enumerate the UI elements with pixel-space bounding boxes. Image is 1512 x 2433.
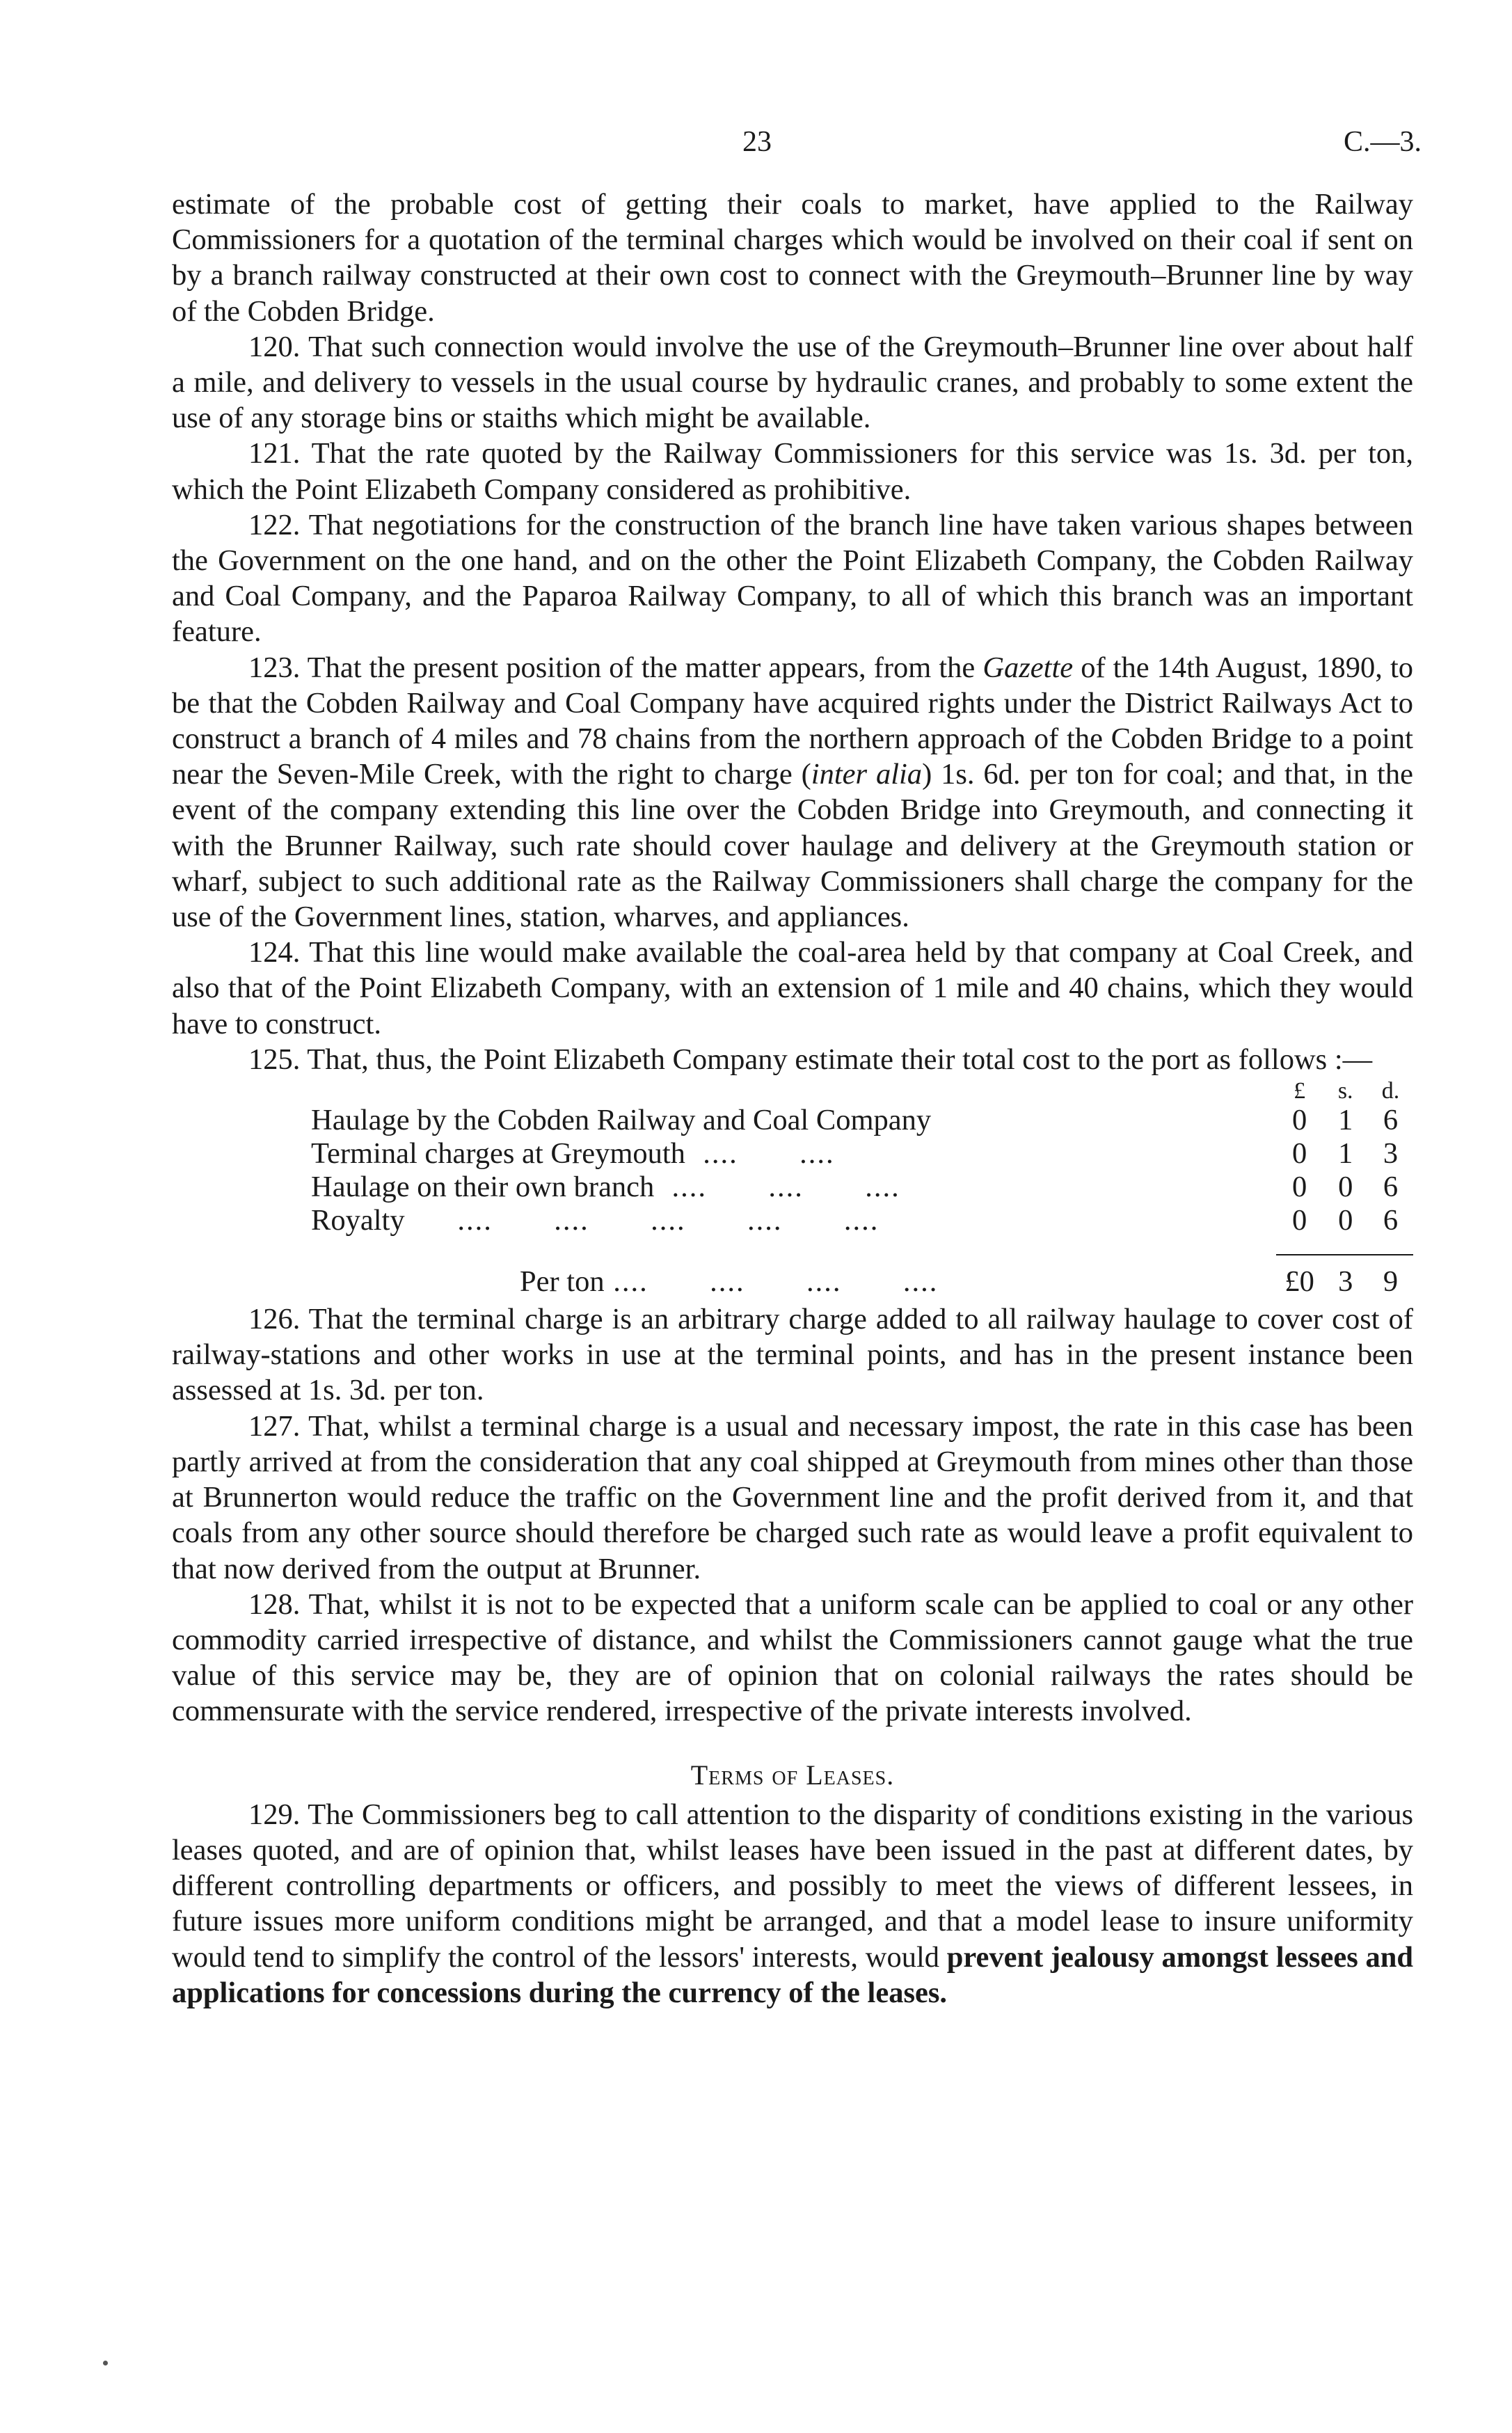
paragraph-124: 124. That this line would make available the coal-area held by that company at Coal Creek, and also that of the Point Elizabeth Company, with an extension of 1 mile and 40 chains, which they would have to construct. — [172, 936, 1413, 1040]
cost-row-label: Haulage by the Cobden Railway and Coal Company — [311, 1104, 932, 1137]
cost-row-label: Haulage on their own branch — [311, 1171, 655, 1204]
cost-pounds: 0 — [1292, 1137, 1307, 1171]
cost-row — [311, 1171, 1413, 1204]
paragraph-127: 127. That, whilst a terminal charge is a usual and necessary impost, the rate in this case has been partly arrived at from the consideration that any coal shipped at Greymouth from mines other than those at Brunnerton would reduce the traffic on the Government line and the profit derived from it, and that coals from any other source should therefore be charged such rate as would leave a profit equivalent to that now derived from the output at Brunner. — [172, 1409, 1413, 1585]
paragraph-125: 125. That, thus, the Point Elizabeth Company estimate their total cost to the port as follows :— — [248, 1043, 1373, 1076]
cost-table-units-row — [311, 1079, 1413, 1104]
paragraph-123-part-a: 123. That the present position of the matter appears, from the — [248, 651, 983, 684]
cost-pounds: 0 — [1292, 1171, 1307, 1204]
cost-pence: 6 — [1383, 1171, 1399, 1204]
paragraph-126: 126. That the terminal charge is an arbitrary charge added to all railway haulage to cover cost of railway-stations and other works in use at the terminal points, and has in the present instance been assessed at 1s. 3d. per ton. — [172, 1303, 1413, 1407]
cost-row — [311, 1137, 1413, 1171]
page-header — [0, 125, 1512, 167]
paragraph-121: 121. That the rate quoted by the Railway Commissioners for this service was 1s. 3d. per ton, which the Point Elizabeth Company considered as prohibitive. — [172, 437, 1413, 506]
paragraph-129 — [172, 1797, 1413, 2011]
cost-pence: 6 — [1383, 1104, 1399, 1137]
total-rule — [1323, 1237, 1367, 1255]
unit-pounds: £ — [1294, 1078, 1306, 1104]
section-heading-terms-of-leases: Terms of Leases. — [690, 1759, 895, 1791]
cost-pounds: 0 — [1292, 1204, 1307, 1237]
total-rule-row — [311, 1237, 1413, 1255]
page-mark-dot — [103, 2361, 108, 2365]
paragraph-continued: estimate of the probable cost of getting their coals to market, have applied to the Railway Commissioners for a quotation of the terminal charges which would be involved on their coal if sent on by a branch railway constructed at their own cost to connect with the Greymouth–Brunner line by way of the Cobden Bridge. — [172, 188, 1413, 328]
cost-table — [311, 1079, 1413, 1299]
cost-shillings: 1 — [1338, 1104, 1353, 1137]
total-pence: 9 — [1383, 1265, 1399, 1299]
paragraph-129-part-a: 129. The Commissioners beg to call attention to the disparity of conditions existing in the various leases quoted, and are of opinion that, whilst leases have been issued in the past at different dates, by different controlling departments or officers, and possibly to meet the views of different lessees, in future issues more uniform conditions might be arranged, and that a model lease to insure uniformity would tend to simplify the control of the lessors' interests, would — [172, 1798, 1413, 1974]
paragraph-122: 122. That negotiations for the construction of the branch line have taken various shapes between the Government on the one hand, and on the other the Point Elizabeth Company, the Cobden Railway and Coal Company, and the Paparoa Railway Company, to all of which this branch was an important feature. — [172, 508, 1413, 649]
total-pounds: £0 — [1284, 1265, 1314, 1299]
cost-row-label: Royalty — [311, 1204, 405, 1237]
leader-dots: .... .... .... — [654, 1171, 918, 1204]
unit-pence: d. — [1381, 1078, 1400, 1104]
page-number: 23 — [742, 126, 772, 158]
cost-row — [311, 1104, 1413, 1137]
paragraph-129-part-b: prevent jealousy amongst lessees and applications for concessions during the currency of the leases. — [172, 1940, 1413, 2009]
cost-pounds: 0 — [1292, 1104, 1307, 1137]
leader-dots: .... .... .... .... .... — [404, 1204, 897, 1237]
paragraph-128: 128. That, whilst it is not to be expected that a uniform scale can be applied to coal or any other commodity carried irrespective of distance, and whilst the Commissioners cannot gauge what the true value of this service may be, they are of opinion that on colonial railways the rates should be commensurate with the service rendered, irrespective of the private interests involved. — [172, 1587, 1413, 1728]
total-label: Per ton — [520, 1265, 605, 1299]
document-reference: C.—3. — [1343, 126, 1422, 158]
cost-shillings: 0 — [1338, 1171, 1353, 1204]
total-shillings: 3 — [1338, 1265, 1353, 1299]
inter-alia: inter alia — [811, 758, 923, 791]
unit-shillings: s. — [1337, 1078, 1353, 1104]
cost-pence: 6 — [1383, 1204, 1399, 1237]
paragraph-123 — [172, 650, 1413, 935]
cost-shillings: 0 — [1338, 1204, 1353, 1237]
body-text — [172, 187, 1413, 2011]
leader-dots: .... .... .... .... — [604, 1265, 947, 1299]
leader-dots: .... .... — [685, 1137, 852, 1171]
paragraph-120: 120. That such connection would involve the use of the Greymouth–Brunner line over about half a mile, and delivery to vessels in the usual course by hydraulic cranes, and probably to some extent the use of any storage bins or staiths which might be available. — [172, 330, 1413, 435]
cost-row — [311, 1204, 1413, 1237]
cost-total-row — [311, 1255, 1413, 1299]
total-rule — [1276, 1237, 1323, 1255]
cost-pence: 3 — [1383, 1137, 1399, 1171]
paragraph-123-part-b: of the 14th August, 1890, to be that the Cobden Railway and Coal Company have acquired rights under the District Railways Act to construct a branch of 4 miles and 78 chains from the northern approach of the Cobden Bridge to a point near the Seven-Mile Creek, with the right to charge ( — [172, 651, 1414, 791]
cost-shillings: 1 — [1338, 1137, 1353, 1171]
total-rule — [1368, 1237, 1413, 1255]
paragraph-123-part-c: ) 1s. 6d. per ton for coal; and that, in the event of the company extending this line over the Cobden Bridge into Greymouth, and connecting it with the Brunner Railway, such rate should cover haulage and delivery at the Greymouth station or wharf, subject to such additional rate as the Railway Commissioners shall charge the company for the use of the Government lines, station, wharves, and appliances. — [172, 758, 1413, 934]
cost-row-label: Terminal charges at Greymouth — [311, 1137, 685, 1171]
gazette-title: Gazette — [982, 651, 1074, 684]
